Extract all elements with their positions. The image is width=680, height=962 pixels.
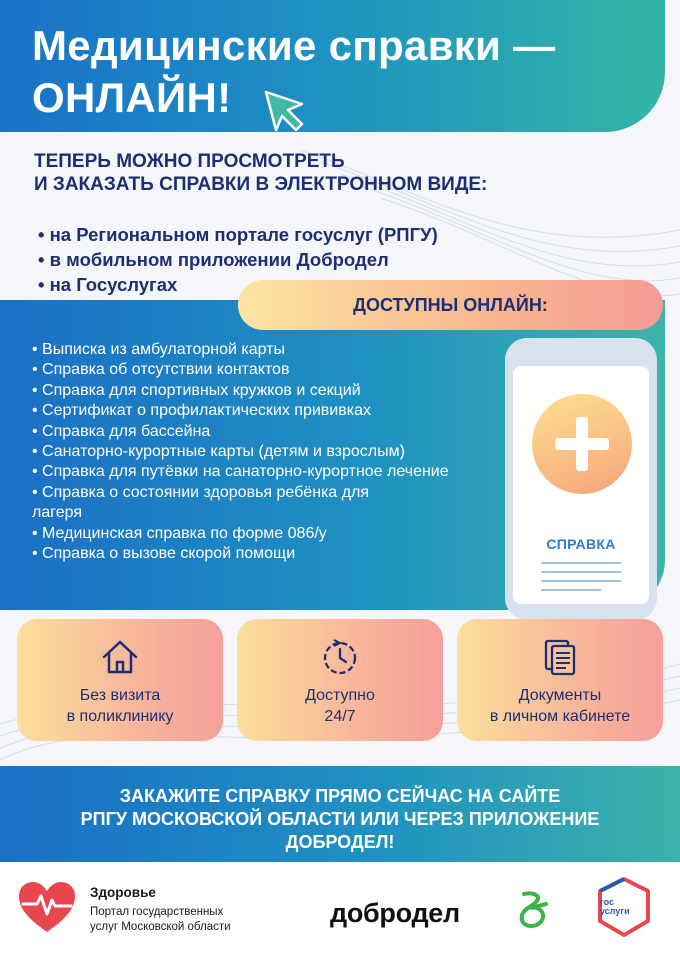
list-item: • Справка для бассейна bbox=[32, 422, 477, 442]
list-item: • на Региональном портале госуслуг (РПГУ) bbox=[38, 222, 438, 247]
intro-line-1: ТЕПЕРЬ МОЖНО ПРОСМОТРЕТЬ bbox=[34, 151, 345, 172]
cta-line-1: ЗАКАЖИТЕ СПРАВКУ ПРЯМО СЕЙЧАС НА САЙТЕ bbox=[119, 786, 561, 806]
feature-label bbox=[237, 685, 443, 727]
zdorovie-sub-line-1: Портал государственных bbox=[90, 906, 224, 918]
list-item: • на Госуслугах bbox=[38, 272, 438, 297]
list-item: • Справка для путёвки на санаторно-курортное лечение bbox=[32, 462, 477, 482]
phone-illustration bbox=[505, 338, 657, 620]
zdorovie-title: Здоровье bbox=[90, 885, 156, 900]
text-line-decoration bbox=[541, 589, 601, 591]
list-item: • Сертификат о профилактических прививках bbox=[32, 401, 477, 421]
list-item: • Справка об отсутствии контактов bbox=[32, 360, 477, 380]
text-line-decoration bbox=[541, 571, 621, 573]
feature-line-2: 24/7 bbox=[324, 708, 356, 725]
text-line-decoration bbox=[541, 562, 621, 564]
gosuslugi-logo-text bbox=[600, 898, 630, 916]
cursor-icon bbox=[262, 88, 310, 136]
feature-label bbox=[17, 685, 223, 727]
intro-line-2: И ЗАКАЗАТЬ СПРАВКИ В ЭЛЕКТРОННОМ ВИДЕ: bbox=[34, 174, 488, 195]
feature-card-no-visit bbox=[17, 619, 223, 741]
feature-card-24-7 bbox=[237, 619, 443, 741]
intro-text bbox=[34, 150, 487, 196]
cta-line-3: ДОБРОДЕЛ! bbox=[285, 832, 395, 852]
text-line-decoration bbox=[541, 580, 621, 582]
dobrodel-logo-icon bbox=[516, 890, 552, 930]
zdorovie-sub-line-2: услуг Московской области bbox=[90, 921, 231, 933]
phone-screen bbox=[513, 366, 649, 604]
feature-line-1: Доступно bbox=[305, 687, 375, 704]
documents-icon bbox=[540, 637, 580, 677]
gos-line-2: услуги bbox=[600, 906, 630, 916]
cta-line-2: РПГУ МОСКОВСКОЙ ОБЛАСТИ ИЛИ ЧЕРЕЗ ПРИЛОЖЕНИЕ bbox=[80, 809, 600, 829]
list-item: • Справка для спортивных кружков и секций bbox=[32, 381, 477, 401]
call-to-action-banner bbox=[0, 766, 680, 862]
feature-line-2: в поликлинику bbox=[66, 708, 174, 725]
certificate-label: СПРАВКА bbox=[546, 536, 616, 552]
zdorovie-subtitle bbox=[90, 905, 290, 935]
medical-plus-icon bbox=[532, 394, 632, 494]
dobrodel-logo-text: добродел bbox=[330, 898, 460, 928]
feature-line-2: в личном кабинете bbox=[489, 708, 631, 725]
title-line-2: ОНЛАЙН! bbox=[32, 74, 232, 121]
list-item: • Выписка из амбулаторной карты bbox=[32, 340, 477, 360]
list-item: • Справка о состоянии здоровья ребёнка для лагеря bbox=[32, 483, 392, 524]
list-item: • Медицинская справка по форме 086/у bbox=[32, 524, 477, 544]
house-icon bbox=[100, 637, 140, 677]
gos-line-1: гос bbox=[600, 897, 615, 907]
feature-label bbox=[457, 685, 663, 727]
list-item: • Справка о вызове скорой помощи bbox=[32, 544, 477, 564]
available-docs-list bbox=[32, 340, 477, 564]
list-item: • в мобильном приложении Добродел bbox=[38, 247, 438, 272]
title-line-1: Медицинские справки — bbox=[32, 22, 556, 69]
clock-icon bbox=[320, 637, 360, 677]
feature-card-documents bbox=[457, 619, 663, 741]
heart-pulse-icon bbox=[17, 880, 77, 936]
available-online-heading: ДОСТУПНЫ ОНЛАЙН: bbox=[238, 280, 663, 330]
feature-line-1: Документы bbox=[518, 687, 602, 704]
list-item: • Санаторно-курортные карты (детям и взрослым) bbox=[32, 442, 477, 462]
feature-line-1: Без визита bbox=[79, 687, 161, 704]
